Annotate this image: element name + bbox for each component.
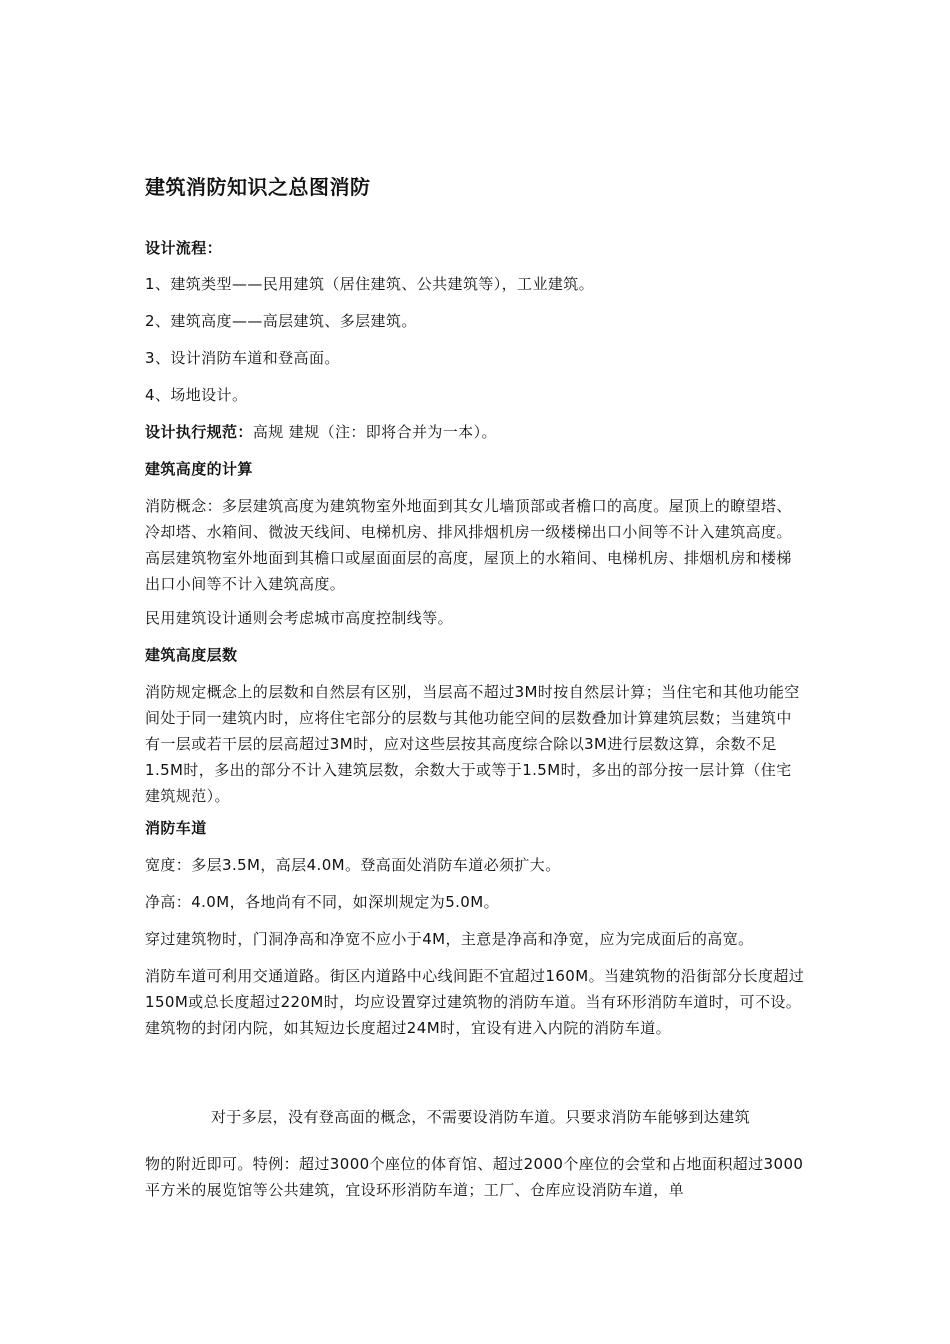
design-spec-text: 高规 建规（注：即将合并为一本）。 bbox=[252, 423, 497, 441]
fire-lane-clear-height: 净高：4.0M，各地尚有不同，如深圳规定为5.0M。 bbox=[145, 893, 499, 911]
fire-lane-heading: 消防车道 bbox=[145, 819, 207, 837]
design-spec-line bbox=[145, 419, 805, 445]
design-spec-label: 设计执行规范： bbox=[145, 423, 253, 441]
building-height-paragraph: 消防概念：多层建筑高度为建筑物室外地面到其女儿墙顶部或者檐口的高度。屋顶上的瞭望塔、冷却塔、水箱间、微波天线间、电梯机房、排风排烟机房一级楼梯出口小间等不计入建筑高度。高层建筑物室外地面到其檐口或屋面面层的高度，屋顶上的水箱间、电梯机房、排烟机房和楼梯出口小间等不计入建筑高度。 bbox=[145, 497, 792, 593]
fire-lane-width: 宽度：多层3.5M，高层4.0M。登高面处消防车道必须扩大。 bbox=[145, 856, 561, 874]
document-title: 建筑消防知识之总图消防 bbox=[145, 175, 371, 199]
fire-lane-traffic-roads: 消防车道可利用交通道路。街区内道路中心线间距不宜超过160M。当建筑物的沿街部分长度超过150M或总长度超过220M时，均应设置穿过建筑物的消防车道。当有环形消防车道时，可不设。建筑物的封闭内院，如其短边长度超过24M时，宜设有进入内院的消防车道。 bbox=[145, 967, 805, 1037]
fire-lane-passage: 穿过建筑物时，门洞净高和净宽不应小于4M，主意是净高和净宽，应为完成面后的高宽。 bbox=[145, 930, 754, 948]
design-process-heading: 设计流程： bbox=[145, 239, 223, 257]
building-height-heading: 建筑高度的计算 bbox=[145, 460, 253, 478]
multistory-line-1: 对于多层，没有登高面的概念，不需要设消防车道。只要求消防车能够到达建筑 bbox=[211, 1108, 751, 1126]
design-step-2: 2、建筑高度——高层建筑、多层建筑。 bbox=[145, 312, 417, 330]
design-step-1: 1、建筑类型——民用建筑（居住建筑、公共建筑等），工业建筑。 bbox=[145, 275, 595, 293]
floor-count-paragraph: 消防规定概念上的层数和自然层有区别，当层高不超过3M时按自然层计算；当住宅和其他功能空间处于同一建筑内时，应将住宅部分的层数与其他功能空间的层数叠加计算建筑层数；当建筑中有一层或若干层的层高超过3M时，应对这些层按其高度综合除以3M进行层数这算，余数不足1.5M时，多出的部分不计入建筑层数，余数大于或等于1.5M时，多出的部分按一层计算（住宅建筑规范）。 bbox=[145, 683, 800, 805]
height-control-note: 民用建筑设计通则会考虑城市高度控制线等。 bbox=[145, 609, 454, 627]
design-step-4: 4、场地设计。 bbox=[145, 386, 248, 404]
multistory-line-2: 物的附近即可。特例：超过3000个座位的体育馆、超过2000个座位的会堂和占地面积超过3000平方米的展览馆等公共建筑，宜设环形消防车道；工厂、仓库应设消防车道，单 bbox=[145, 1155, 804, 1199]
design-step-3: 3、设计消防车道和登高面。 bbox=[145, 349, 340, 367]
floor-count-heading: 建筑高度层数 bbox=[145, 646, 238, 664]
